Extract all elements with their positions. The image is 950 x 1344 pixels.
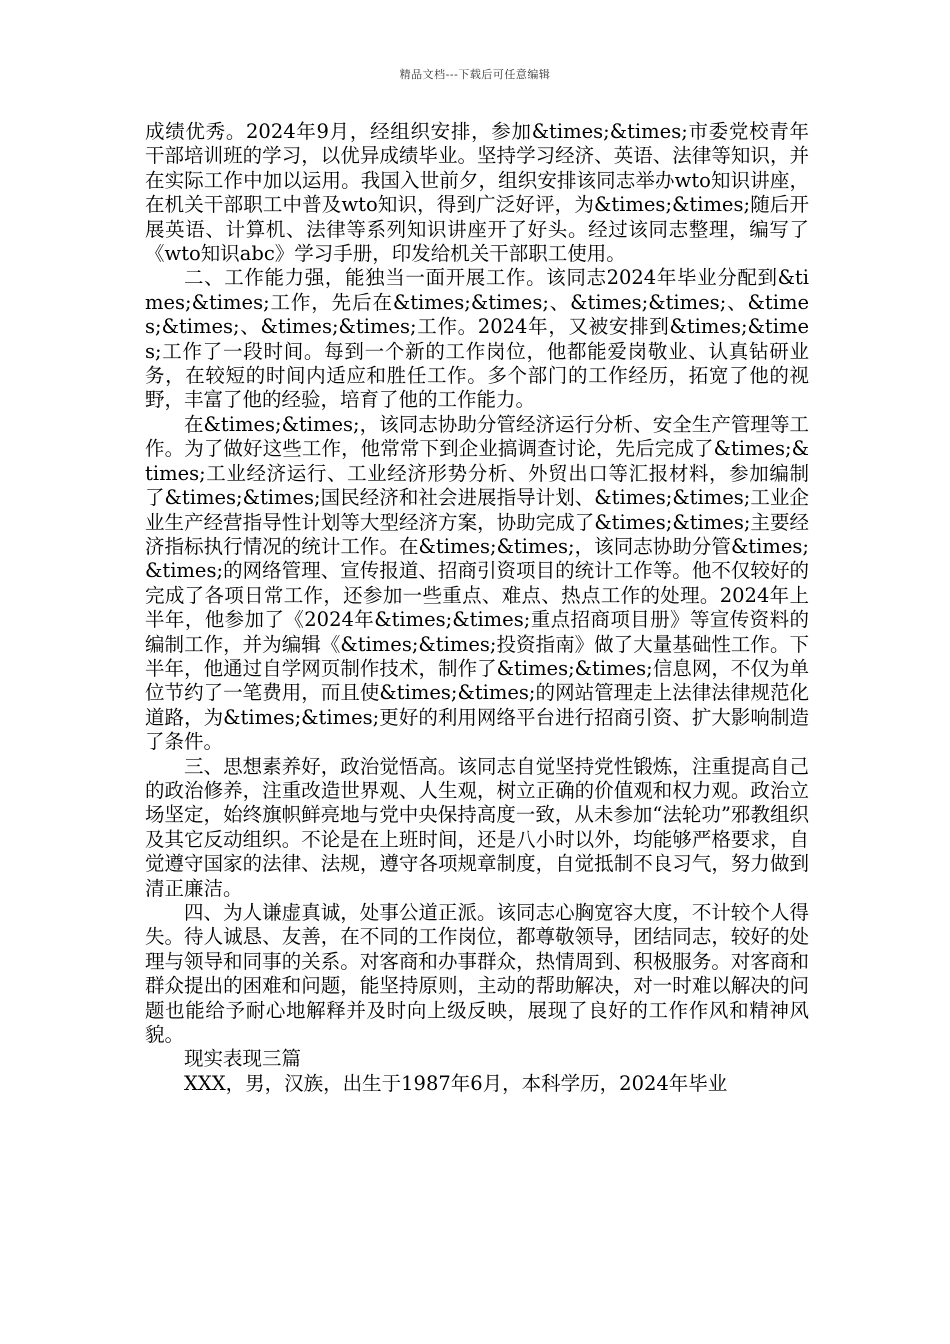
paragraph: 四、为人谦虚真诚，处事公道正派。该同志心胸宽容大度，不计较个人得失。待人诚恳、友善，在不同的工作岗位，都尊敬领导，团结同志，较好的处理与领导和同事的关系。对客商和办事群众，热情周到、积极服务。对客商和群众提出的困难和问题，能坚持原则，主动的帮助解决，对一时难以解决的问题也能给予耐心地解释并及时向上级反映，展现了良好的工作作风和精神风貌。 [145,901,809,1047]
paragraph: 二、工作能力强，能独当一面开展工作。该同志2024年毕业分配到&times;&times;工作，先后在&times;&times;、&times;&times;、&times;&times;、&times;&times;工作。2024年，又被安排到&times;&times;工作了一段时间。每到一个新的工作岗位，他都能爱岗敬业、认真钻研业务，在较短的时间内适应和胜任工作。多个部门的工作经历，拓宽了他的视野，丰富了他的经验，培育了他的工作能力。 [145,266,809,412]
page-header: 精品文档---下载后可任意编辑 [399,68,551,81]
document-body [145,120,809,1096]
paragraph: 成绩优秀。2024年9月，经组织安排，参加&times;&times;市委党校青年干部培训班的学习，以优异成绩毕业。坚持学习经济、英语、法律等知识，并在实际工作中加以运用。我国入世前夕，组织安排该同志举办wto知识讲座，在机关干部职工中普及wto知识，得到广泛好评，为&times;&times;随后开展英语、计算机、法律等系列知识讲座开了好头。经过该同志整理，编写了《wto知识abc》学习手册，印发给机关干部职工使用。 [145,120,809,266]
paragraph: 在&times;&times;，该同志协助分管经济运行分析、安全生产管理等工作。为了做好这些工作，他常常下到企业搞调查讨论，先后完成了&times;&times;工业经济运行、工业经济形势分析、外贸出口等汇报材料，参加编制了&times;&times;国民经济和社会进展指导计划、&times;&times;工业企业生产经营指导性计划等大型经济方案，协助完成了&times;&times;主要经济指标执行情况的统计工作。在&times;&times;，该同志协助分管&times;&times;的网络管理、宣传报道、招商引资项目的统计工作等。他不仅较好的完成了各项日常工作，还参加一些重点、难点、热点工作的处理。2024年上半年，他参加了《2024年&times;&times;重点招商项目册》等宣传资料的编制工作，并为编辑《&times;&times;投资指南》做了大量基础性工作。下半年，他通过自学网页制作技术，制作了&times;&times;信息网，不仅为单位节约了一笔费用，而且使&times;&times;的网站管理走上法律法律规范化道路，为&times;&times;更好的利用网络平台进行招商引资、扩大影响制造了条件。 [145,412,809,754]
paragraph: 三、思想素养好，政治觉悟高。该同志自觉坚持党性锻炼，注重提高自己的政治修养，注重改造世界观、人生观，树立正确的价值观和权力观。政治立场坚定，始终旗帜鲜亮地与党中央保持高度一致，从未参加“法轮功”邪教组织及其它反动组织。不论是在上班时间，还是八小时以外，均能够严格要求，自觉遵守国家的法律、法规，遵守各项规章制度，自觉抵制不良习气，努力做到清正廉洁。 [145,754,809,900]
section-heading: 现实表现三篇 [184,1047,302,1071]
paragraph: XXX，男，汉族，出生于1987年6月，本科学历，2024年毕业 [184,1071,728,1095]
